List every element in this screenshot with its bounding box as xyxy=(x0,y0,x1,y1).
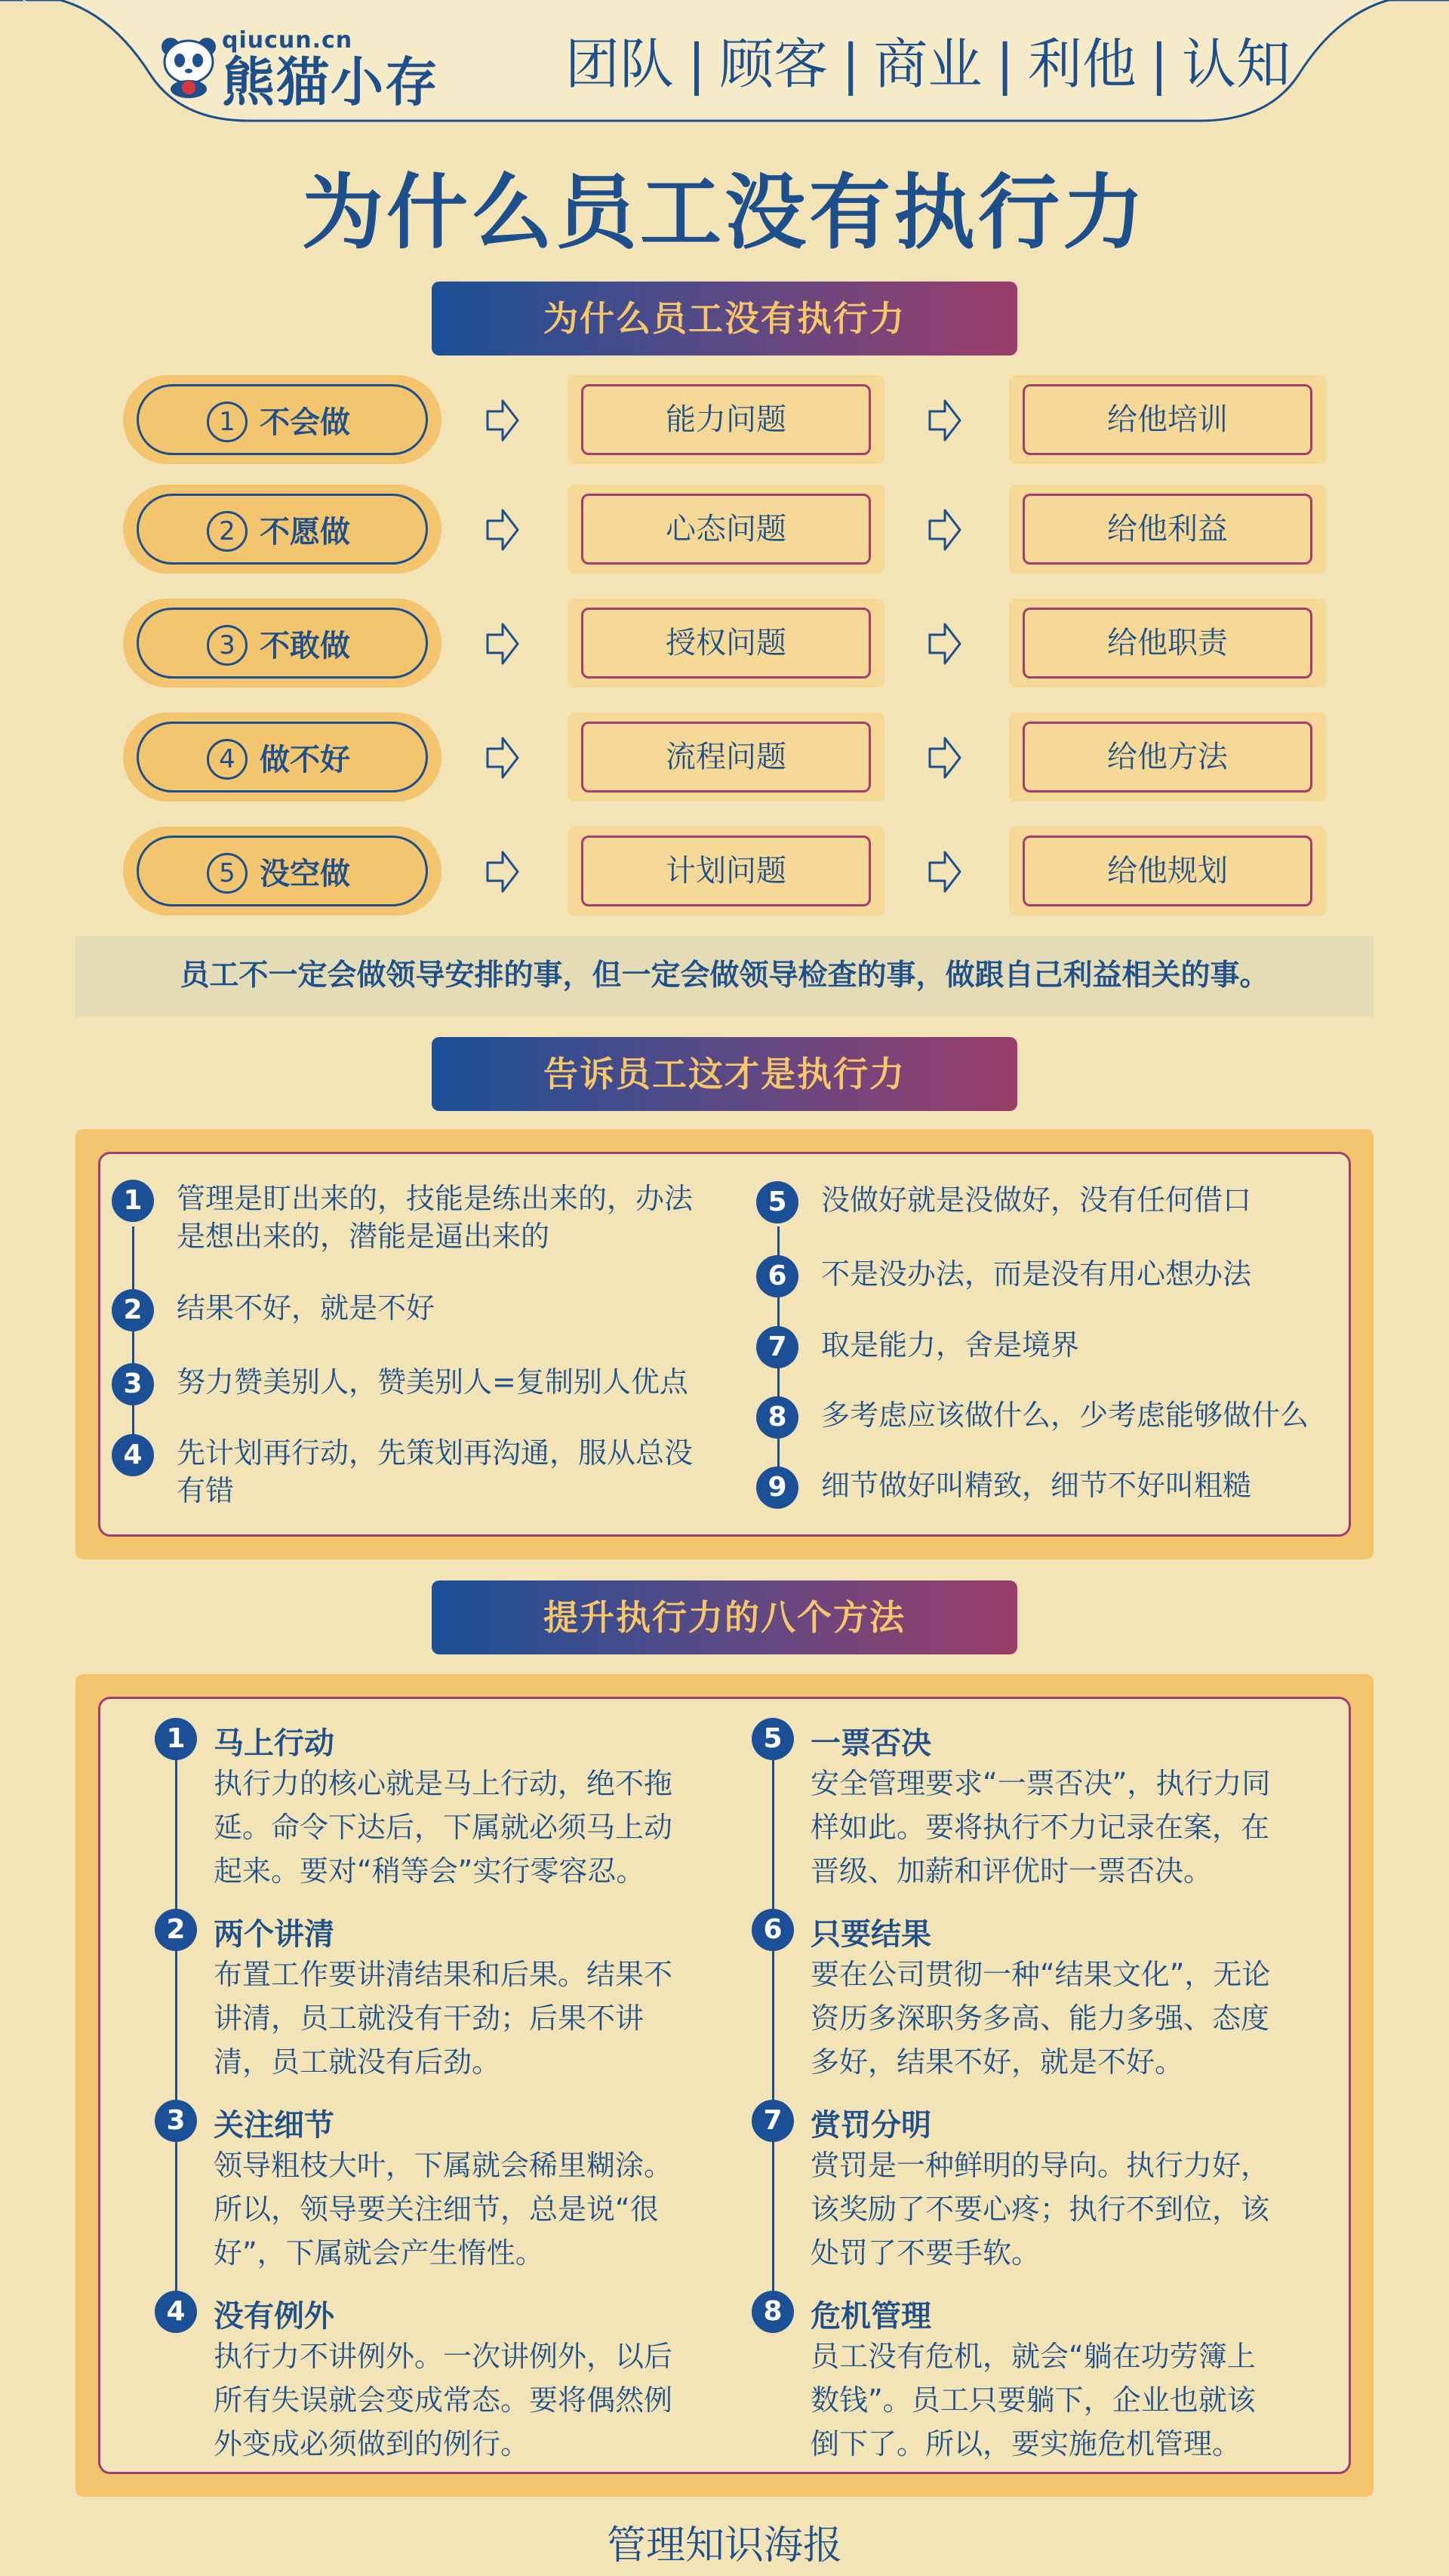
problem-label: 流程问题 xyxy=(581,722,871,792)
method-title: 一票否决 xyxy=(811,1726,931,1761)
arrow-right-icon xyxy=(927,735,963,780)
tip-text: 多考虑应该做什么，少考虑能够做什么 xyxy=(821,1399,1309,1432)
problem-box xyxy=(568,599,884,688)
problem-box xyxy=(568,375,884,464)
solution-box xyxy=(1009,599,1326,688)
tip-item xyxy=(756,1396,1352,1439)
cause-number: 3 xyxy=(207,625,248,666)
logo-domain: qiucun.cn xyxy=(222,27,353,54)
summary-note: 员工不一定会做领导安排的事，但一定会做领导检查的事，做跟自己利益相关的事。 xyxy=(75,936,1374,1016)
problem-box xyxy=(568,826,884,916)
tip-number: 4 xyxy=(112,1434,154,1476)
tip-item xyxy=(112,1434,715,1510)
nav-separator: | xyxy=(995,32,1014,96)
tip-number: 5 xyxy=(756,1181,798,1223)
section-banner: 提升执行力的八个方法 xyxy=(432,1580,1017,1654)
arrow-right-icon xyxy=(485,398,521,443)
cause-pill xyxy=(123,712,441,802)
arrow-right-icon xyxy=(927,507,963,552)
method-title: 只要结果 xyxy=(811,1917,931,1952)
method-number: 6 xyxy=(752,1909,794,1951)
cause-pill-inner xyxy=(137,384,428,455)
method-title: 危机管理 xyxy=(811,2299,931,2334)
footer-caption: 管理知识海报 xyxy=(606,2523,842,2568)
problem-box xyxy=(568,712,884,802)
methods-connector-line xyxy=(772,1759,774,2332)
solution-label: 给他规划 xyxy=(1023,836,1312,906)
method-body: 员工没有危机，就会“躺在功劳簿上数钱”。员工只要躺下，企业也就该倒下了。所以，要实施危机管理。 xyxy=(811,2340,1256,2461)
nav-item-altruism[interactable]: 利他 xyxy=(1027,32,1137,96)
tips-connector-line xyxy=(132,1226,134,1460)
solution-box xyxy=(1009,826,1326,916)
tip-text: 取是能力，舍是境界 xyxy=(821,1328,1080,1362)
flow-row xyxy=(0,375,1449,464)
tip-number: 6 xyxy=(756,1255,798,1297)
panda-icon xyxy=(158,35,219,98)
solution-box xyxy=(1009,485,1326,574)
page-title: 为什么员工没有执行力 xyxy=(301,166,1147,260)
arrow-right-icon xyxy=(927,621,963,666)
solution-label: 给他职责 xyxy=(1023,608,1312,679)
problem-label: 心态问题 xyxy=(581,494,871,565)
solution-label: 给他方法 xyxy=(1023,722,1312,792)
cause-label: 不愿做 xyxy=(260,514,350,549)
method-title: 关注细节 xyxy=(214,2108,334,2143)
cause-pill-inner xyxy=(137,836,428,906)
method-body: 布置工作要讲清结果和后果。结果不讲清，员工就没有干劲；后果不讲清，员工就没有后劲。 xyxy=(214,1958,673,2079)
nav-separator: | xyxy=(687,32,706,96)
logo-name: 熊猫小存 xyxy=(222,51,439,113)
tip-text: 先计划再行动，先策划再沟通，服从总没有错 xyxy=(177,1436,694,1507)
flow-row xyxy=(0,712,1449,802)
problem-label: 授权问题 xyxy=(581,608,871,679)
cause-label: 不会做 xyxy=(260,405,350,440)
cause-pill-inner xyxy=(137,494,428,565)
flow-row xyxy=(0,826,1449,916)
method-body: 赏罚是一种鲜明的导向。执行力好，该奖励了不要心疼；执行不到位，该处罚了不要手软。 xyxy=(811,2149,1270,2270)
arrow-right-icon xyxy=(485,735,521,780)
top-nav xyxy=(565,30,1291,98)
solution-label: 给他培训 xyxy=(1023,384,1312,455)
nav-item-customer[interactable]: 顾客 xyxy=(719,32,829,96)
tip-number: 8 xyxy=(756,1396,798,1439)
cause-label: 做不好 xyxy=(260,742,350,777)
cause-pill xyxy=(123,485,441,574)
tip-number: 3 xyxy=(112,1363,154,1405)
tip-item xyxy=(756,1181,1352,1223)
method-number: 7 xyxy=(752,2100,794,2142)
cause-number: 2 xyxy=(207,511,248,552)
cause-number: 5 xyxy=(207,853,248,894)
cause-label: 没空做 xyxy=(260,856,350,891)
tip-item xyxy=(756,1467,1352,1509)
tip-number: 7 xyxy=(756,1326,798,1368)
tip-number: 9 xyxy=(756,1467,798,1509)
cause-label: 不敢做 xyxy=(260,628,350,663)
method-number: 1 xyxy=(155,1718,197,1760)
nav-separator: | xyxy=(1149,32,1168,96)
nav-separator: | xyxy=(841,32,860,96)
tip-number: 2 xyxy=(112,1289,154,1331)
arrow-right-icon xyxy=(927,849,963,894)
solution-label: 给他利益 xyxy=(1023,494,1312,565)
method-body: 要在公司贯彻一种“结果文化”，无论资历多深职务多高、能力多强、态度多好，结果不好，就是不好。 xyxy=(811,1958,1271,2079)
nav-item-business[interactable]: 商业 xyxy=(873,32,983,96)
cause-pill-inner xyxy=(137,608,428,679)
tip-item xyxy=(756,1255,1352,1297)
section-banner: 为什么员工没有执行力 xyxy=(432,282,1017,355)
cause-pill-inner xyxy=(137,722,428,792)
section-banner: 告诉员工这才是执行力 xyxy=(432,1037,1017,1111)
nav-item-team[interactable]: 团队 xyxy=(565,32,674,96)
method-title: 马上行动 xyxy=(214,1726,334,1761)
tip-item xyxy=(756,1326,1352,1368)
tip-text: 管理是盯出来的，技能是练出来的，办法是想出来的，潜能是逼出来的 xyxy=(177,1182,694,1253)
arrow-right-icon xyxy=(485,507,521,552)
problem-label: 计划问题 xyxy=(581,836,871,906)
arrow-right-icon xyxy=(485,621,521,666)
cause-pill xyxy=(123,599,441,688)
arrow-right-icon xyxy=(927,398,963,443)
solution-box xyxy=(1009,712,1326,802)
cause-pill xyxy=(123,375,441,464)
problem-box xyxy=(568,485,884,574)
method-number: 4 xyxy=(155,2291,197,2333)
cause-number: 1 xyxy=(207,402,248,442)
tip-text: 努力赞美别人，赞美别人=复制别人优点 xyxy=(177,1365,688,1399)
tip-text: 细节做好叫精致，细节不好叫粗糙 xyxy=(821,1469,1252,1502)
method-body: 领导粗枝大叶，下属就会稀里糊涂。所以，领导要关注细节，总是说“很好”，下属就会产生惰性。 xyxy=(214,2149,673,2270)
brand-logo[interactable] xyxy=(158,23,475,113)
method-number: 2 xyxy=(155,1909,197,1951)
tip-text: 不是没办法，而是没有用心想办法 xyxy=(821,1257,1252,1291)
tip-number: 1 xyxy=(112,1180,154,1222)
method-title: 没有例外 xyxy=(214,2299,334,2334)
flow-row xyxy=(0,599,1449,688)
flow-row xyxy=(0,485,1449,574)
tip-text: 结果不好，就是不好 xyxy=(177,1291,435,1325)
nav-item-cognition[interactable]: 认知 xyxy=(1181,32,1291,96)
methods-connector-line xyxy=(175,1759,177,2332)
method-title: 赏罚分明 xyxy=(811,2108,931,2143)
method-number: 8 xyxy=(752,2291,794,2333)
cause-pill xyxy=(123,826,441,916)
method-body: 执行力的核心就是马上行动，绝不拖延。命令下达后，下属就必须马上动起来。要对“稍等会”实行零容忍。 xyxy=(214,1767,673,1888)
arrow-right-icon xyxy=(485,849,521,894)
method-title: 两个讲清 xyxy=(214,1917,334,1952)
cause-number: 4 xyxy=(207,739,248,780)
method-number: 5 xyxy=(752,1718,794,1760)
method-number: 3 xyxy=(155,2100,197,2142)
method-body: 执行力不讲例外。一次讲例外，以后所有失误就会变成常态。要将偶然例外变成必须做到的例行。 xyxy=(214,2340,673,2461)
tip-text: 没做好就是没做好，没有任何借口 xyxy=(821,1183,1252,1217)
tip-item xyxy=(112,1363,715,1405)
solution-box xyxy=(1009,375,1326,464)
header xyxy=(0,0,1449,128)
problem-label: 能力问题 xyxy=(581,384,871,455)
method-body: 安全管理要求“一票否决”，执行力同样如此。要将执行不力记录在案，在晋级、加薪和评优时一票否决。 xyxy=(811,1767,1271,1888)
tip-item xyxy=(112,1289,715,1331)
tip-item xyxy=(112,1180,715,1255)
